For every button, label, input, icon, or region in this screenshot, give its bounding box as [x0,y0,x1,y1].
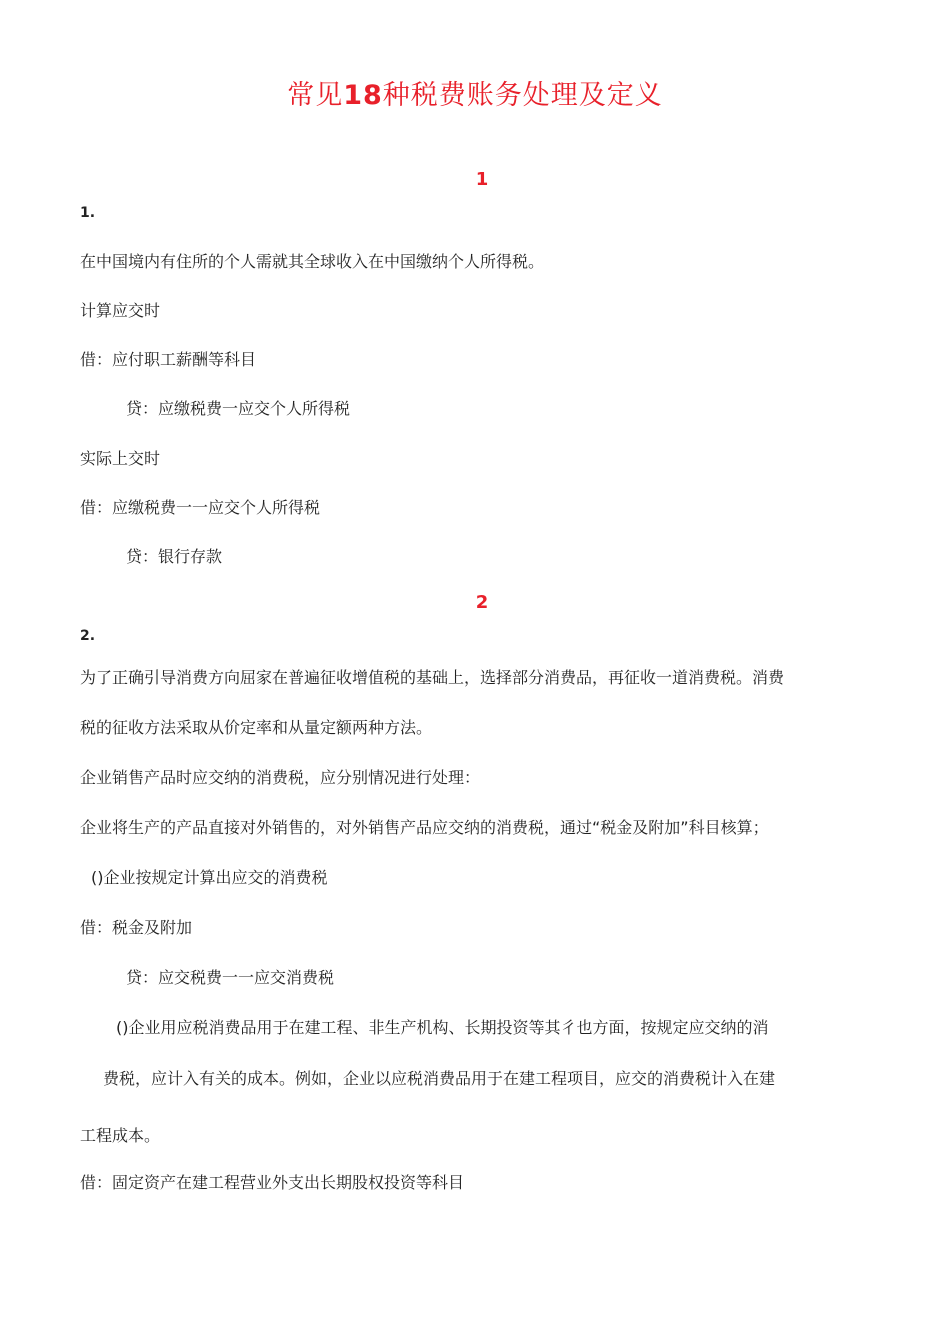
section-heading-2: 2 [475,592,489,613]
item-number-2: 2. [80,628,96,644]
section-2-line-4: 企业将生产的产品直接对外销售的，对外销售产品应交纳的消费税，通过“税金及附加”科目核算； [80,818,769,837]
section-2-line-10: 工程成本。 [80,1126,161,1145]
section-2-line-2: 税的征收方法采取从价定率和从量定额两种方法。 [80,718,433,737]
item-number-1: 1. [80,205,96,221]
section-2-line-3: 企业销售产品时应交纳的消费税，应分别情况进行处理： [80,768,481,787]
section-1-line-4: 贷：应缴税费一应交个人所得税 [126,399,351,418]
section-2-line-11: 借：固定资产在建工程营业外支出长期股权投资等科目 [80,1173,465,1192]
title-number: 18 [343,80,383,111]
section-1-line-6: 借：应缴税费一一应交个人所得税 [80,498,321,517]
section-heading-1: 1 [475,169,489,190]
section-1-line-5: 实际上交时 [80,449,161,468]
section-2-line-7: 贷：应交税费一一应交消费税 [126,968,335,987]
section-2-line-1: 为了正确引导消费方向屈家在普遍征收增值税的基础上，选择部分消费品，再征收一道消费税。消费 [80,668,785,687]
section-2-line-5: ()企业按规定计算出应交的消费税 [91,868,328,887]
section-2-line-8: ()企业用应税消费品用于在建工程、非生产机构、长期投资等其彳也方面，按规定应交纳的消 [116,1018,769,1037]
section-1-line-2: 计算应交时 [80,301,161,320]
document-title [0,76,950,116]
title-prefix: 常见 [287,80,344,111]
section-2-line-6: 借：税金及附加 [80,918,193,937]
section-1-line-7: 贷：银行存款 [126,547,223,566]
section-1-line-1: 在中国境内有住所的个人需就其全球收入在中国缴纳个人所得税。 [80,252,545,271]
title-suffix: 种税费账务处理及定义 [382,80,663,111]
section-2-line-9: 费税，应计入有关的成本。例如，企业以应税消费品用于在建工程项目，应交的消费税计入在建 [103,1069,776,1088]
section-1-line-3: 借：应付职工薪酬等科目 [80,350,257,369]
